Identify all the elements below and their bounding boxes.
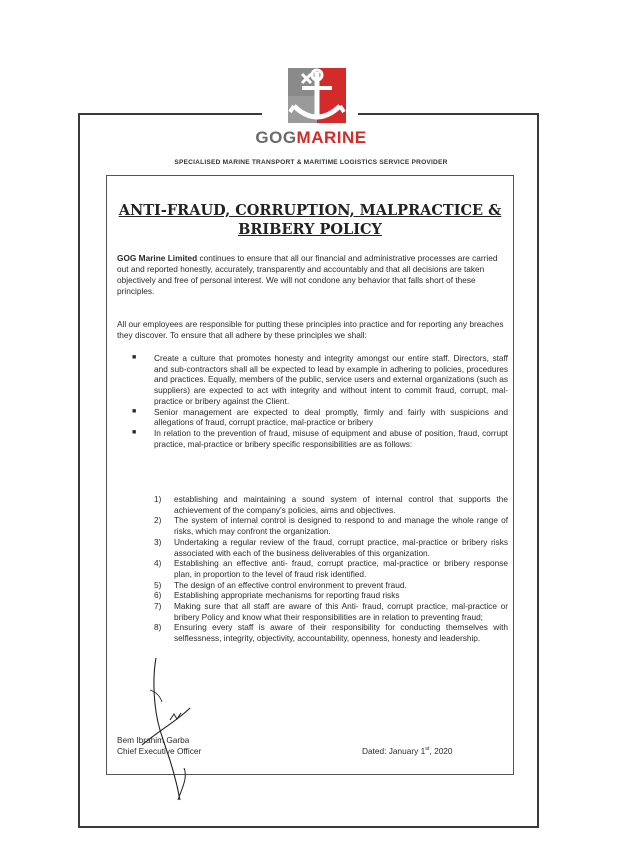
item-text: Establishing appropriate mechanisms for reporting fraud risks [174, 590, 400, 601]
date-line [362, 746, 453, 756]
signatory-block [117, 735, 201, 757]
policy-title [106, 201, 514, 239]
wordmark-marine: MARINE [296, 128, 367, 147]
list-item [128, 407, 508, 428]
company-logo [262, 66, 358, 128]
item-number: 8) [154, 622, 162, 633]
list-item [150, 590, 508, 601]
list-item [150, 601, 508, 622]
item-number: 7) [154, 601, 162, 612]
item-text: establishing and maintaining a sound system of internal control that supports the achievement of the company's policies, aims and objectives. [174, 494, 508, 515]
company-wordmark [0, 128, 622, 148]
bullet-icon: ■ [132, 428, 137, 436]
intro-paragraph [117, 253, 507, 297]
list-item [150, 558, 508, 579]
list-item [128, 428, 508, 449]
wordmark-gog: GOG [255, 128, 297, 147]
item-number: 1) [154, 494, 162, 504]
list-item [150, 494, 508, 515]
company-tagline: SPECIALISED MARINE TRANSPORT & MARITIME LOGISTICS SERVICE PROVIDER [171, 159, 450, 166]
responsibilities-list [150, 494, 508, 644]
date-suffix: , 2020 [429, 746, 453, 756]
bullet-text: Create a culture that promotes honesty and integrity amongst our entire staff. Directors, staff and sub-contractors shall all be expected to lead by example in adhering to policies, procedures and practices. Equally, members of the public, service users and external organizations (such as suppliers) are expected to act with integrity and without intent to commit fraud, corrupt, mal-practice or bribery against the Client. [154, 353, 508, 406]
item-number: 2) [154, 515, 162, 526]
item-number: 6) [154, 590, 162, 601]
item-text: Undertaking a regular review of the fraud, corrupt practice, mal-practice or bribery risks associated with each of the business deliverables of this organization. [174, 536, 508, 558]
item-text: Ensuring every staff is aware of their responsibility for conducting themselves with selflessness, integrity, objectivity, accountability, openness, honesty and leadership. [174, 622, 508, 644]
principles-list [128, 353, 508, 449]
anchor-icon [262, 66, 358, 128]
responsibility-paragraph: All our employees are responsible for putting these principles into practice and for reporting any breaches they discover. To ensure that all adhere by these principles we shall: [117, 319, 504, 340]
intro-text: continues to ensure that all our financial and administrative processes are carried out and reported honestly, accurately, transparently and accountably and that all decisions are taken objectively and free of personal interest. We will not condone any behavior that falls short of these principles. [117, 253, 498, 296]
bullet-icon: ■ [132, 354, 137, 361]
list-item [150, 622, 508, 643]
list-item [150, 537, 508, 558]
item-text: The design of an effective control environment to prevent fraud. [174, 579, 407, 590]
item-text: The system of internal control is designed to respond to and manage the whole range of risks, which may confront the organization. [174, 515, 508, 537]
policy-title-line-2: BRIBERY POLICY [238, 221, 382, 238]
bullet-text: Senior management are expected to deal promptly, firmly and fairly with suspicions and allegations of fraud, corrupt practice, mal-practice or bribery [154, 406, 508, 428]
item-text: Establishing an effective anti- fraud, corrupt practice, mal-practice or bribery response plan, in proportion to the level of fraud risk identified. [174, 558, 508, 579]
handwritten-signature [130, 650, 210, 810]
signatory-title: Chief Executive Officer [117, 746, 202, 756]
item-number: 4) [154, 558, 162, 569]
policy-title-line-1: ANTI-FRAUD, CORRUPTION, MALPRACTICE & [118, 202, 502, 219]
item-number: 5) [154, 579, 162, 590]
list-item [150, 515, 508, 536]
bullet-text: In relation to the prevention of fraud, misuse of equipment and abuse of position, fraud, corrupt practice, mal-practice or bribery specific responsibilities are as follows: [154, 427, 508, 449]
item-text: Making sure that all staff are aware of this Anti- fraud, corrupt practice, mal-practice or bribery Policy and know what their responsibilities are in relation to preventing fraud; [174, 601, 508, 622]
date-prefix: Dated: January 1 [362, 746, 426, 756]
bullet-icon: ■ [132, 407, 137, 415]
list-item [128, 353, 508, 407]
company-name: GOG Marine Limited [117, 253, 198, 263]
list-item [150, 580, 508, 591]
date-ordinal: st [425, 746, 430, 753]
item-number: 3) [154, 536, 162, 547]
signatory-name: Bem Ibrahim Garba [117, 735, 190, 745]
